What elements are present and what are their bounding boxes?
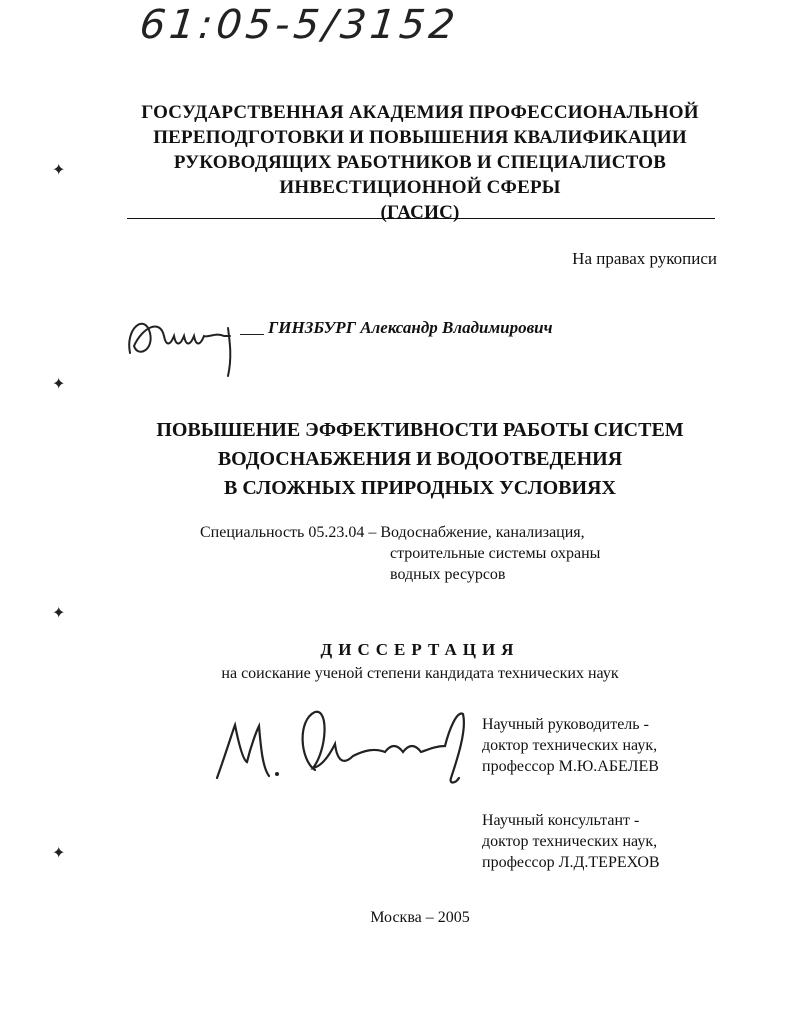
author-signature	[120, 298, 250, 378]
title-line: ПОВЫШЕНИЕ ЭФФЕКТИВНОСТИ РАБОТЫ СИСТЕМ	[156, 419, 684, 441]
title-line: В СЛОЖНЫХ ПРИРОДНЫХ УСЛОВИЯХ	[224, 477, 616, 499]
binding-mark-icon: ✦	[52, 605, 66, 622]
institution-line: ГОСУДАРСТВЕННАЯ АКАДЕМИЯ ПРОФЕССИОНАЛЬНОЙ	[141, 102, 699, 123]
consultant-role: Научный консультант -	[482, 812, 640, 829]
header-divider	[127, 218, 715, 219]
binding-mark-icon: ✦	[52, 376, 66, 393]
dissertation-title	[80, 416, 760, 503]
title-line: ВОДОСНАБЖЕНИЯ И ВОДООТВЕДЕНИЯ	[217, 448, 623, 470]
city-year: Москва – 2005	[370, 909, 470, 926]
consultant-name: профессор Л.Д.ТЕРЕХОВ	[482, 854, 660, 871]
dissertation-heading: ДИССЕРТАЦИЯ	[320, 640, 520, 659]
specialty-line: строительные системы охраны	[390, 545, 601, 562]
supervisor-role: Научный руководитель -	[482, 716, 649, 733]
institution-header	[80, 100, 760, 225]
dissertation-subheading: на соискание ученой степени кандидата технических наук	[221, 665, 619, 682]
archive-number: 61:05-5/3152	[137, 2, 461, 48]
supervisor-block	[482, 714, 659, 777]
author-name: ГИНЗБУРГ Александр Владимирович	[268, 318, 553, 337]
institution-abbreviation: (ГАСИС)	[380, 202, 460, 223]
specialty-line: Специальность 05.23.04 – Водоснабжение, канализация,	[200, 524, 585, 541]
binding-mark-icon: ✦	[52, 162, 66, 179]
institution-line: РУКОВОДЯЩИХ РАБОТНИКОВ И СПЕЦИАЛИСТОВ	[173, 152, 667, 173]
consultant-block	[482, 810, 660, 873]
institution-line: ПЕРЕПОДГОТОВКИ И ПОВЫШЕНИЯ КВАЛИФИКАЦИИ	[153, 127, 687, 148]
manuscript-note: На правах рукописи	[572, 249, 717, 268]
consultant-degree: доктор технических наук,	[482, 833, 658, 850]
signature-dash	[240, 334, 264, 335]
specialty-line: водных ресурсов	[390, 566, 506, 583]
supervisor-degree: доктор технических наук,	[482, 737, 658, 754]
supervisor-signature	[205, 700, 480, 790]
institution-line: ИНВЕСТИЦИОННОЙ СФЕРЫ	[279, 177, 561, 198]
binding-mark-icon: ✦	[52, 845, 66, 862]
supervisor-name: профессор М.Ю.АБЕЛЕВ	[482, 758, 659, 775]
specialty	[200, 522, 600, 585]
